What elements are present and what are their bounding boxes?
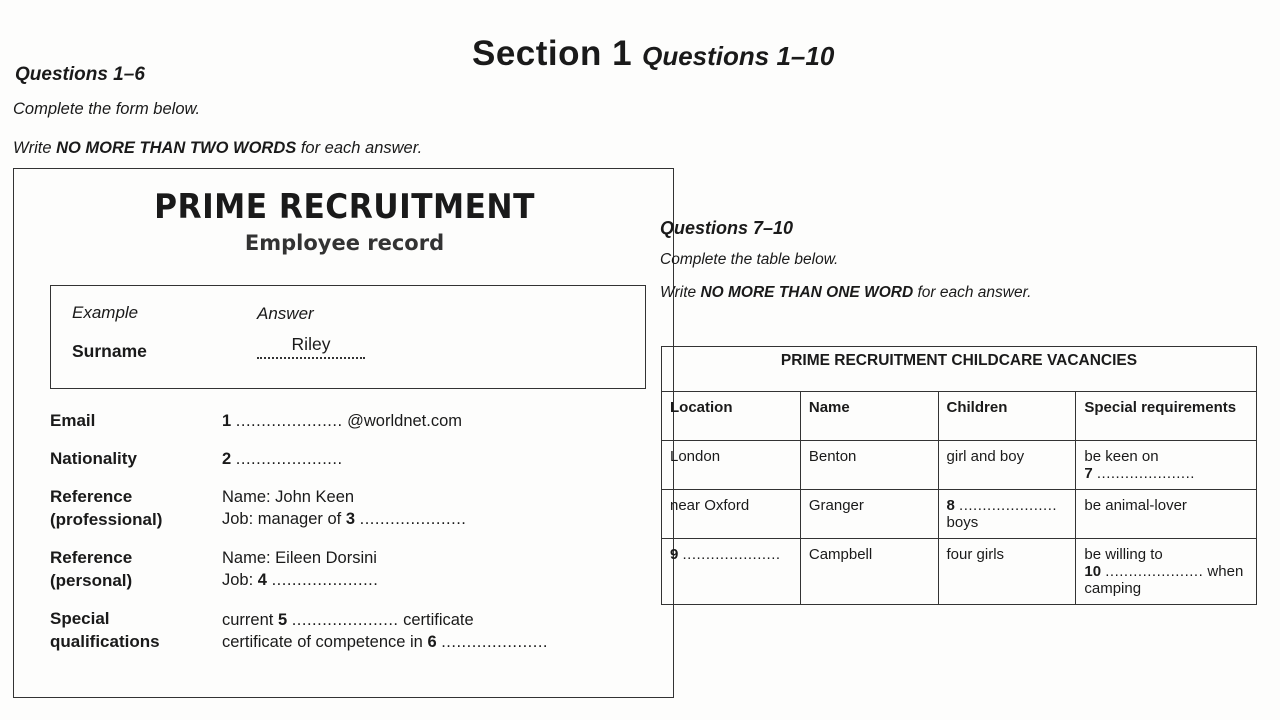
cell-children: four girls [938, 539, 1076, 605]
part2-instruction-1: Complete the table below. [660, 251, 839, 268]
qualification-suffix: certificate [398, 611, 474, 629]
questions-1-6-heading: Questions 1–6 [15, 64, 145, 85]
requirement-blank-line [1084, 563, 1248, 580]
questions-7-10-heading: Questions 7–10 [660, 218, 794, 238]
part2-instruction-2 [660, 284, 1031, 302]
label-line: Reference [50, 487, 133, 506]
email-domain: @worldnet.com [342, 412, 463, 430]
section-questions: Questions 1–10 [642, 41, 835, 71]
employee-record-form [13, 168, 674, 698]
answer-label: Answer [257, 304, 314, 323]
label-line: qualifications [50, 632, 160, 651]
qualification-prefix: current [222, 611, 278, 629]
job-prefix: Job: manager of [222, 510, 346, 528]
question-number-3: 3 [345, 510, 356, 528]
table-row [662, 441, 1257, 490]
table-row [662, 490, 1257, 539]
cell-requirements: be animal-lover [1076, 490, 1257, 539]
children-blank-line [947, 497, 1068, 514]
part1-instruction-1: Complete the form below. [13, 100, 201, 118]
answer-blank-2[interactable]: ..................... [235, 450, 343, 468]
requirement-text: be keen on [1084, 448, 1159, 465]
header-special-requirements: Special requirements [1076, 392, 1257, 441]
requirement-text: camping [1084, 580, 1142, 597]
section-title [472, 34, 834, 74]
cell-location [662, 539, 801, 605]
cell-requirements [1076, 539, 1257, 605]
nationality-label: Nationality [50, 449, 137, 468]
children-suffix: boys [946, 514, 979, 531]
email-label: Email [50, 411, 96, 430]
header-children: Children [938, 392, 1076, 441]
question-number-1: 1 [222, 412, 232, 430]
reference-name: Name: Eileen Dorsini [222, 549, 377, 567]
table-title-row [662, 347, 1257, 392]
example-label: Example [72, 303, 139, 322]
example-box [50, 285, 646, 389]
requirement-text: be willing to [1084, 546, 1163, 563]
answer-blank-10[interactable]: ..................... [1105, 563, 1204, 580]
instruction-emphasis: NO MORE THAN ONE WORD [700, 284, 914, 301]
reference-job [222, 508, 466, 530]
section-label: Section 1 [472, 34, 633, 73]
label-line: Reference [50, 548, 133, 567]
question-number-8: 8 [946, 497, 955, 514]
instruction-emphasis: NO MORE THAN TWO WORDS [56, 139, 297, 157]
special-qualifications-values [222, 609, 548, 653]
qualification-prefix: certificate of competence in [222, 633, 428, 651]
question-number-4: 4 [257, 571, 267, 589]
cell-location: London [662, 441, 801, 490]
qualification-line-1 [222, 609, 548, 631]
question-number-7: 7 [1084, 465, 1093, 482]
answer-blank-3[interactable]: ..................... [359, 510, 467, 528]
question-number-10: 10 [1084, 563, 1102, 580]
requirement-suffix: when [1203, 563, 1244, 580]
childcare-vacancies-table [661, 346, 1257, 605]
header-location: Location [662, 392, 801, 441]
question-number-9: 9 [670, 546, 679, 563]
label-line: Special [50, 609, 110, 628]
instruction-text: Write [13, 139, 57, 157]
surname-answer: Riley [257, 334, 365, 359]
answer-blank-7[interactable]: ..................... [1096, 465, 1195, 482]
cell-name: Benton [800, 441, 938, 490]
form-subtitle: Employee record [244, 231, 445, 255]
cell-children: girl and boy [938, 441, 1076, 490]
nationality-answer-line [222, 448, 343, 470]
email-answer-line [222, 410, 462, 432]
cell-name: Granger [800, 490, 938, 539]
special-qualifications-label [50, 607, 160, 653]
surname-label: Surname [72, 341, 147, 361]
label-line: (personal) [50, 571, 133, 590]
answer-blank-6[interactable]: ..................... [441, 633, 548, 651]
part1-instruction-2 [13, 139, 422, 158]
reference-personal-label [50, 546, 132, 592]
reference-job [222, 569, 378, 591]
form-title: PRIME RECRUITMENT [154, 187, 535, 227]
cell-location: near Oxford [662, 490, 801, 539]
instruction-text: Write [660, 284, 701, 301]
table-header-row [662, 392, 1257, 441]
answer-blank-9[interactable]: ..................... [682, 546, 781, 563]
reference-name: Name: John Keen [222, 488, 355, 506]
cell-children [938, 490, 1076, 539]
qualification-line-2 [222, 631, 548, 653]
cell-name: Campbell [800, 539, 938, 605]
reference-personal-values [222, 547, 378, 591]
question-number-6: 6 [427, 633, 437, 651]
table-title: PRIME RECRUITMENT CHILDCARE VACANCIES [662, 347, 1257, 392]
answer-blank-5[interactable]: ..................... [291, 611, 399, 629]
answer-blank-8[interactable]: ..................... [959, 497, 1058, 514]
instruction-text: for each answer. [296, 139, 423, 157]
cell-requirements [1076, 441, 1257, 490]
answer-blank-4[interactable]: ..................... [271, 571, 379, 589]
reference-professional-label [50, 485, 162, 531]
header-name: Name [800, 392, 938, 441]
instruction-text: for each answer. [913, 284, 1032, 301]
answer-blank-1[interactable]: ..................... [235, 412, 343, 430]
table-row [662, 539, 1257, 605]
label-line: (professional) [50, 510, 163, 529]
question-number-2: 2 [222, 450, 232, 468]
job-prefix: Job: [222, 571, 258, 589]
reference-professional-values [222, 486, 466, 530]
requirement-blank-line [1084, 465, 1248, 482]
question-number-5: 5 [277, 611, 288, 629]
